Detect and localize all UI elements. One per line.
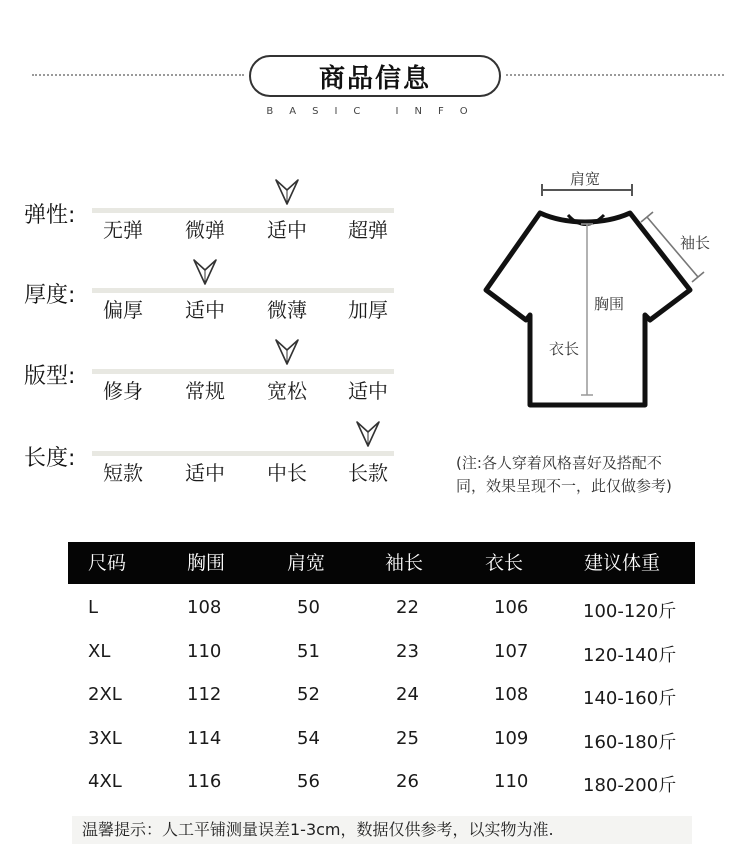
table-cell: 23 xyxy=(396,641,419,662)
column-header-shoulder: 肩宽 xyxy=(287,552,326,574)
page-title: 商品信息 xyxy=(249,55,501,97)
selection-marker-icon xyxy=(192,258,218,286)
column-header-weight: 建议体重 xyxy=(584,552,661,574)
header-divider-left xyxy=(32,74,244,76)
column-header-chest: 胸围 xyxy=(187,552,226,574)
option-thickness-2: 微薄 xyxy=(267,298,307,322)
measurement-tip: 温馨提示：人工平铺测量误差1-3cm，数据仅供参考，以实物为准. xyxy=(72,816,692,844)
table-cell: 52 xyxy=(297,684,320,705)
option-length-2: 中长 xyxy=(267,461,307,485)
attribute-label-thickness: 厚度: xyxy=(24,283,76,308)
attribute-bar xyxy=(92,288,394,293)
table-cell: 50 xyxy=(297,597,320,618)
option-fit-0: 修身 xyxy=(103,379,143,403)
chest-label: 胸围 xyxy=(594,295,625,313)
table-cell: 108 xyxy=(494,684,529,705)
selection-marker-icon xyxy=(274,338,300,366)
column-header-sleeve: 袖长 xyxy=(385,552,424,574)
fit-note-line: 同，效果呈现不一，此仅做参考) xyxy=(456,477,672,495)
table-cell: 107 xyxy=(494,641,529,662)
column-header-size: 尺码 xyxy=(88,552,127,574)
table-cell: 26 xyxy=(396,771,419,792)
table-cell: 24 xyxy=(396,684,419,705)
header-divider-right xyxy=(506,74,724,76)
fit-note-line: (注:各人穿着风格喜好及搭配不 xyxy=(456,454,662,472)
selection-marker-icon xyxy=(274,178,300,206)
attribute-label-elasticity: 弹性: xyxy=(24,203,76,228)
attribute-label-fit: 版型: xyxy=(24,364,76,389)
option-length-3: 长款 xyxy=(348,461,388,485)
table-cell: 106 xyxy=(494,597,529,618)
table-cell: 4XL xyxy=(88,771,122,792)
attribute-bar xyxy=(92,369,394,374)
table-cell: L xyxy=(88,597,99,618)
fit-note xyxy=(456,452,736,498)
table-cell: 56 xyxy=(297,771,320,792)
option-fit-3: 适中 xyxy=(348,379,388,403)
shoulder-label: 肩宽 xyxy=(570,170,601,188)
table-cell: 109 xyxy=(494,728,529,749)
option-fit-2: 宽松 xyxy=(267,379,307,403)
table-cell: 100-120斤 xyxy=(583,601,677,622)
table-cell: XL xyxy=(88,641,111,662)
option-length-1: 适中 xyxy=(185,461,225,485)
option-length-0: 短款 xyxy=(103,461,143,485)
table-cell: 160-180斤 xyxy=(583,732,677,753)
length-label: 衣长 xyxy=(549,340,580,358)
table-cell: 120-140斤 xyxy=(583,645,677,666)
table-cell: 112 xyxy=(187,684,222,705)
option-thickness-3: 加厚 xyxy=(348,298,388,322)
option-elasticity-3: 超弹 xyxy=(348,218,388,242)
table-cell: 110 xyxy=(187,641,222,662)
option-thickness-1: 适中 xyxy=(185,298,225,322)
table-cell: 108 xyxy=(187,597,222,618)
column-header-length: 衣长 xyxy=(485,552,524,574)
option-elasticity-2: 适中 xyxy=(267,218,307,242)
selection-marker-icon xyxy=(355,420,381,448)
table-cell: 54 xyxy=(297,728,320,749)
table-cell: 3XL xyxy=(88,728,122,749)
table-cell: 180-200斤 xyxy=(583,775,677,796)
sleeve-label: 袖长 xyxy=(680,234,711,252)
table-cell: 22 xyxy=(396,597,419,618)
table-cell: 2XL xyxy=(88,684,122,705)
table-cell: 116 xyxy=(187,771,222,792)
table-cell: 114 xyxy=(187,728,222,749)
table-cell: 110 xyxy=(494,771,529,792)
table-cell: 51 xyxy=(297,641,320,662)
option-elasticity-1: 微弹 xyxy=(185,218,225,242)
table-cell: 140-160斤 xyxy=(583,688,677,709)
page-subtitle: BASIC INFO xyxy=(266,106,484,117)
attribute-bar xyxy=(92,208,394,213)
attribute-label-length: 长度: xyxy=(24,446,76,471)
option-fit-1: 常规 xyxy=(185,379,225,403)
option-elasticity-0: 无弹 xyxy=(103,218,143,242)
table-cell: 25 xyxy=(396,728,419,749)
attribute-bar xyxy=(92,451,394,456)
tshirt-measure-icon xyxy=(480,150,720,420)
option-thickness-0: 偏厚 xyxy=(103,298,143,322)
